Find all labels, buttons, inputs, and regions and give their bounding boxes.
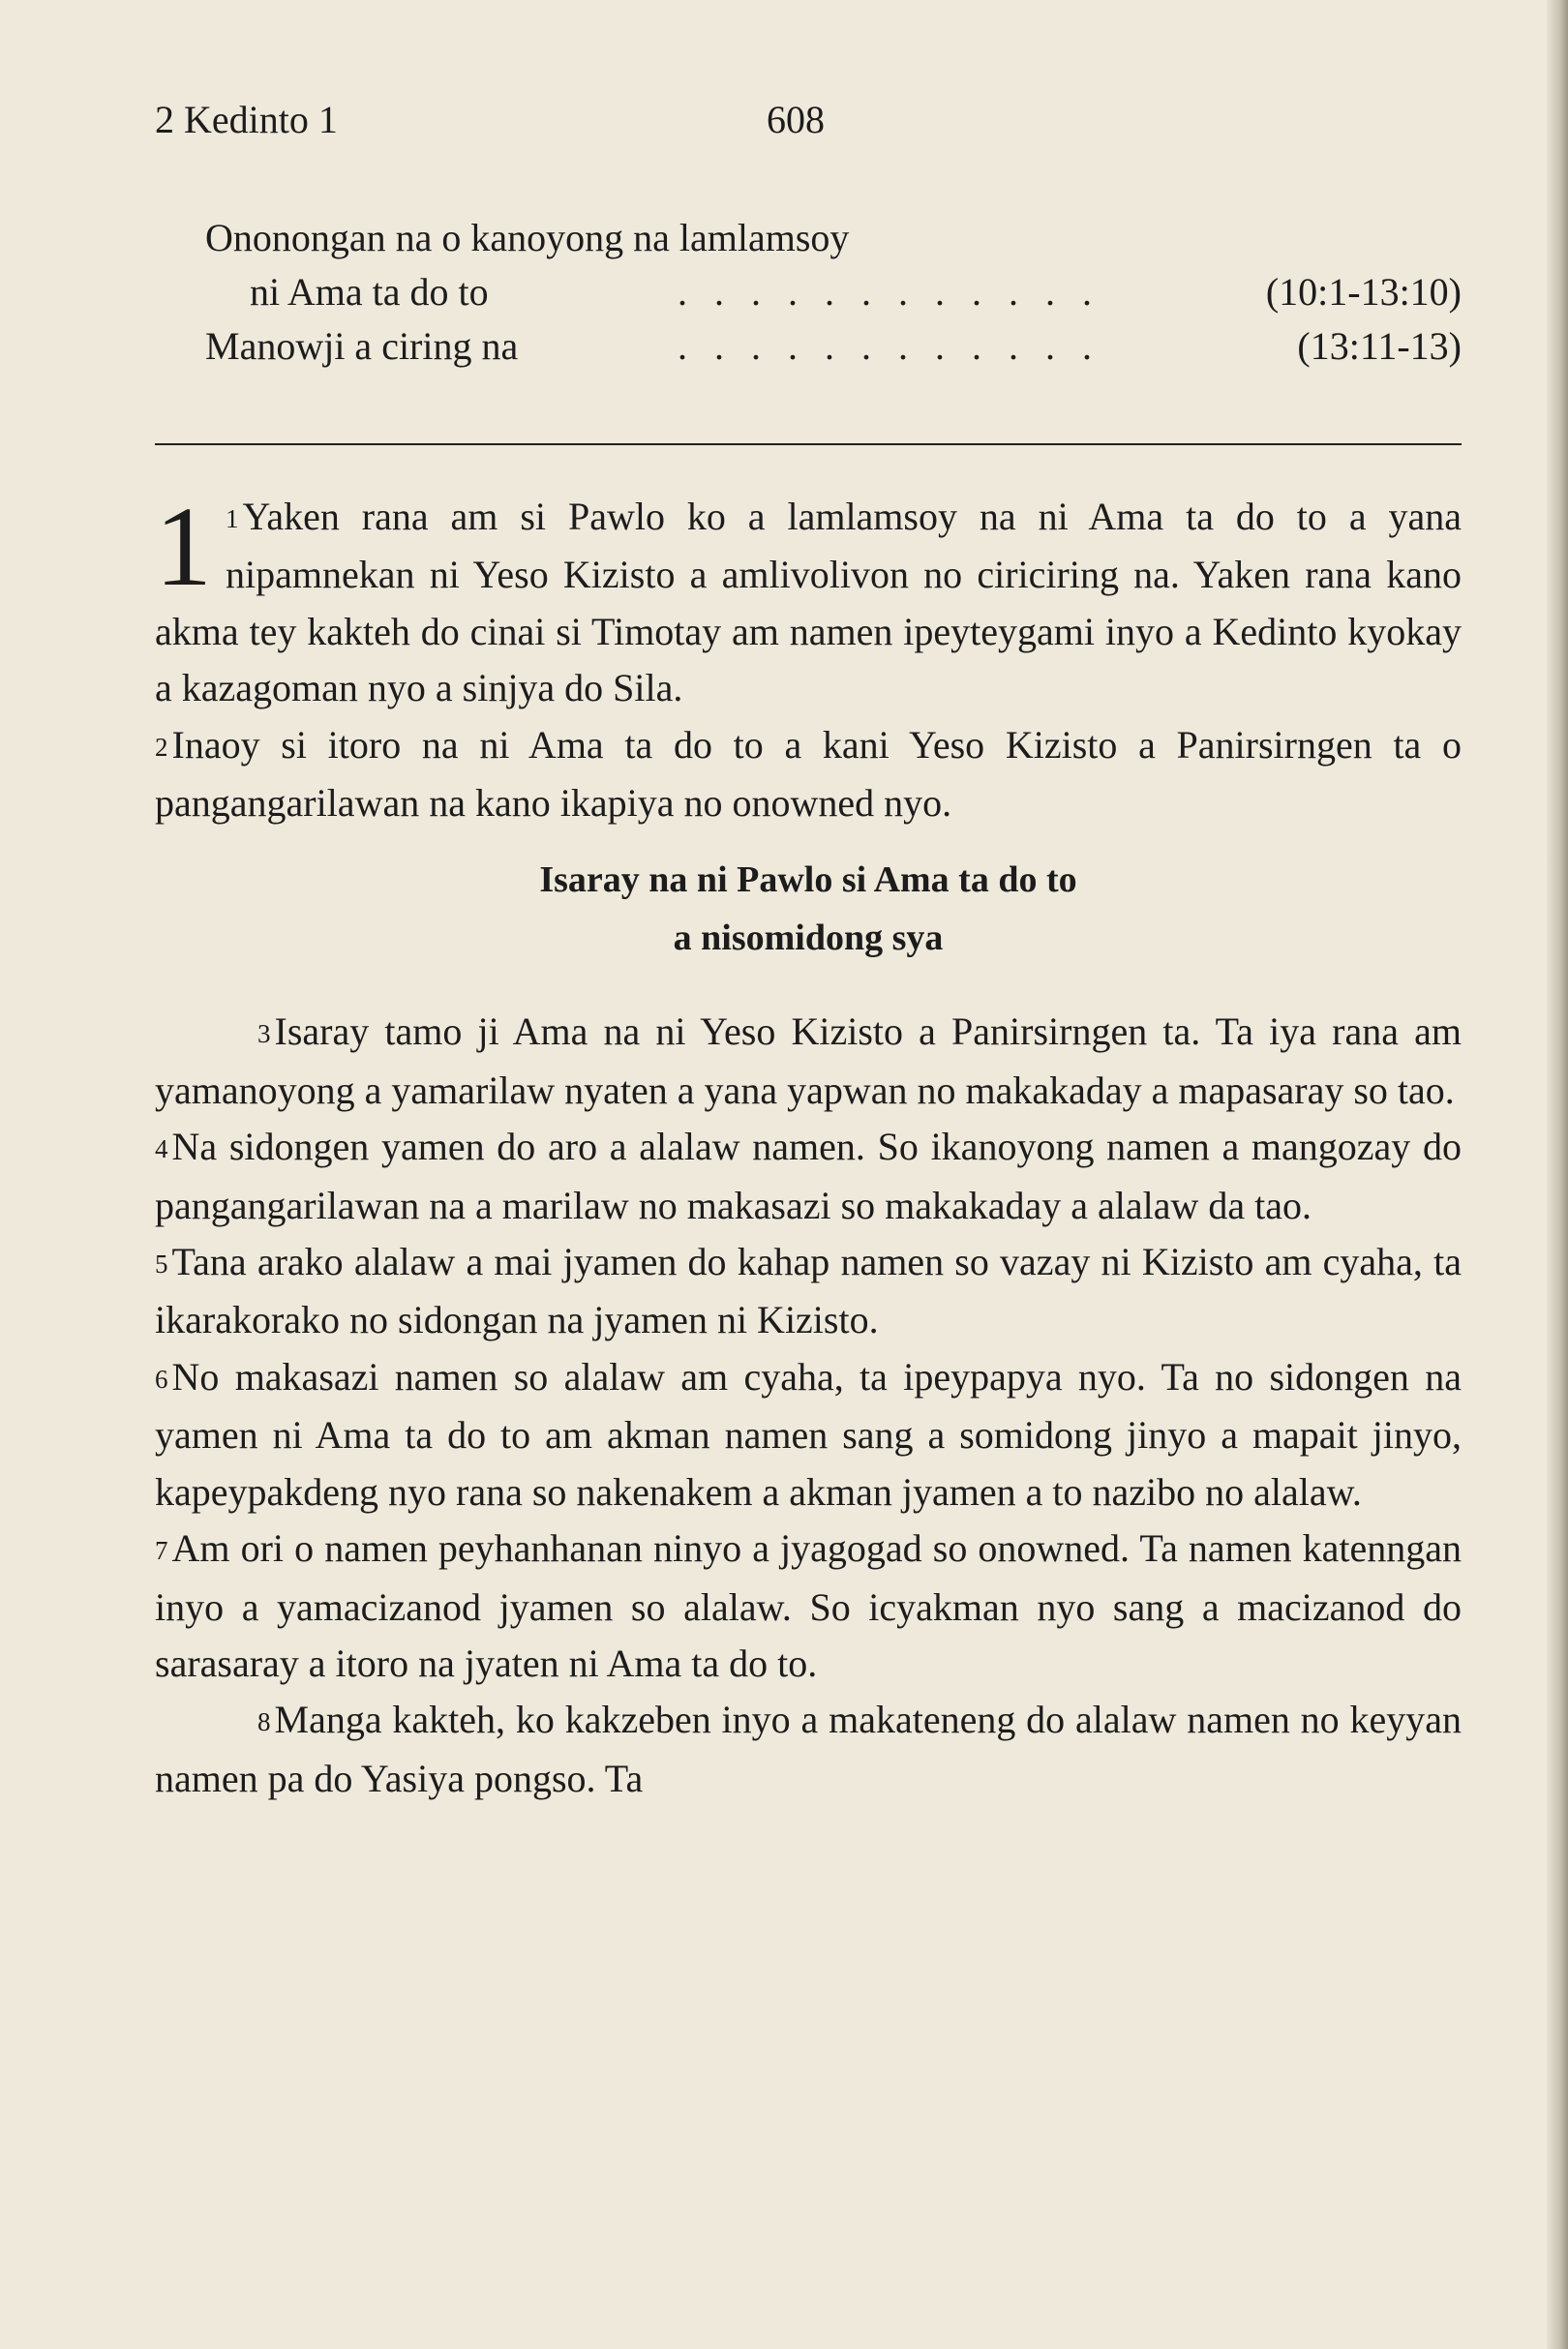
heading-line: Isaray na ni Pawlo si Ama ta do to — [539, 859, 1077, 901]
outline-dots: . . . . . . . . . . . . — [678, 270, 1101, 314]
verse-text: Am ori o namen peyhanhanan ninyo a jyagogad so onowned. Ta namen katenngan inyo a yamacizanod jyamen so alalaw. So icyakman nyo sang a macizanod do sarasaray a itoro na jyaten ni Ama ta do to. — [155, 1526, 1462, 1685]
verse-text: Na sidongen yamen do aro a alalaw namen. So ikanoyong namen a mangozay do pangangarilawan na a marilaw no makasazi so makakaday a alalaw da tao. — [155, 1125, 1462, 1227]
heading-line: a nisomidong sya — [673, 918, 944, 959]
outline-reference: (10:1-13:10) — [1265, 270, 1462, 314]
verse — [155, 1692, 1462, 1807]
verse-number: 6 — [155, 1364, 168, 1394]
verse-text: No makasazi namen so alalaw am cyaha, ta ipeypapya nyo. Ta no sidongen na yamen ni Ama ta do to am akman namen sang a somidong jinyo a mapait jinyo, kapeypakdeng nyo rana so nakenakem a akman jyamen a to nazibo no alalaw. — [155, 1354, 1462, 1514]
running-title: 2 Kedinto 1 — [155, 98, 338, 141]
verse-number: 3 — [257, 1019, 271, 1049]
outline-label: Ononongan na o kanoyong na lamlamsoy — [205, 216, 850, 259]
outline-dots: . . . . . . . . . . . . — [678, 324, 1101, 368]
page-number: 608 — [767, 98, 825, 141]
outline-reference: (13:11-13) — [1297, 324, 1462, 368]
section-divider — [155, 443, 1462, 445]
verse — [155, 1119, 1462, 1234]
verse — [155, 1349, 1462, 1521]
verse-text: Inaoy si itoro na ni Ama ta do to a kani Yeso Kizisto a Panirsirngen ta o pangangarilawan na kano ikapiya no onowned nyo. — [155, 722, 1462, 826]
verse-text: Tana arako alalaw a mai jyamen do kahap namen so vazay ni Kizisto am cyaha, ta ikarakorako no sidongan na jyamen ni Kizisto. — [155, 1240, 1462, 1342]
page-edge-shadow — [1547, 0, 1568, 2349]
outline-label: ni Ama ta do to — [250, 270, 489, 314]
outline-label: Manowji a ciring na — [205, 324, 519, 368]
outline-item — [155, 215, 1462, 269]
scripture-text — [155, 483, 1462, 1807]
verse-number: 7 — [155, 1536, 168, 1566]
page-header — [155, 97, 1462, 155]
verse-number: 2 — [155, 732, 168, 762]
verse — [155, 717, 1462, 832]
verse — [155, 1004, 1462, 1119]
outline-item — [155, 323, 1462, 377]
verse-number: 8 — [257, 1707, 271, 1737]
verse-number: 1 — [226, 504, 239, 533]
verse — [155, 1234, 1462, 1349]
verse — [155, 1521, 1462, 1692]
verse-text: Manga kakteh, ko kakzeben inyo a makateneng do alalaw namen no keyyan namen pa do Yasiya pongso. Ta — [155, 1698, 1462, 1800]
section-heading — [155, 851, 1462, 967]
verse-text: Yaken rana am si Pawlo ko a lamlamsoy na ni Ama ta do to a yana nipamnekan ni Yeso Kizisto a amlivolivon no ciriciring na. Yaken rana kano akma tey kakteh do cinai si Timotay am namen ipeyteygami inyo a Kedinto kyokay a kazagoman nyo a sinjya do Sila. — [155, 495, 1462, 710]
verse-text: Isaray tamo ji Ama na ni Yeso Kizisto a Panirsirngen ta. Ta iya rana am yamanoyong a yamarilaw nyaten a yana yapwan no makakaday a mapasaray so tao. — [155, 1009, 1462, 1112]
outline-item — [155, 269, 1462, 323]
chapter-number: 1 — [155, 483, 212, 610]
verse-number: 5 — [155, 1250, 168, 1280]
verse-number: 4 — [155, 1134, 168, 1164]
book-outline — [155, 215, 1462, 377]
verse — [155, 483, 1462, 717]
